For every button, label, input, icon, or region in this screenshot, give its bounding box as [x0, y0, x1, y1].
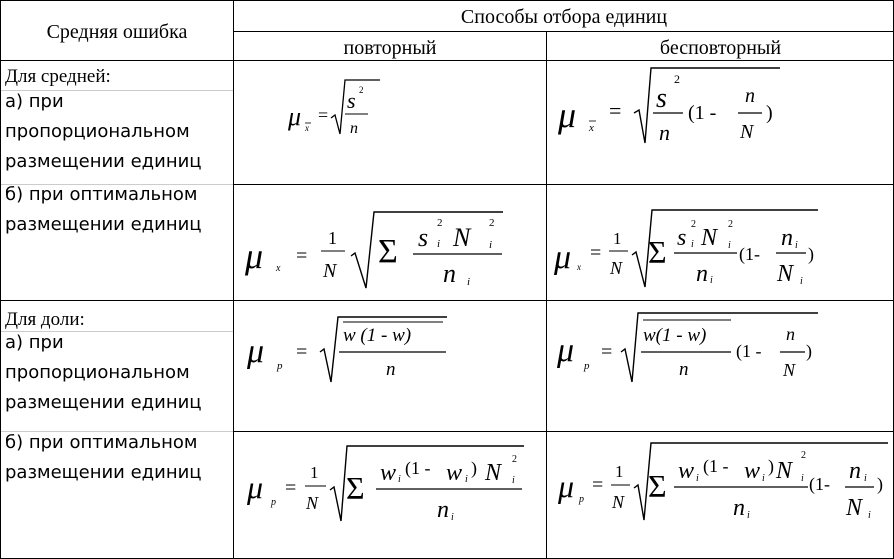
mu-symbol: μ [288, 102, 302, 131]
equals-sign: = [609, 98, 622, 123]
sigma-symbol: Σ [648, 234, 667, 270]
var-N: N [610, 258, 623, 278]
header-repeat: повторный [343, 37, 437, 59]
formula-mean-opt-repeat [244, 212, 503, 288]
label-prop-b-1: б) при оптимальном [5, 432, 198, 453]
header-methods: Способы отбора единиц [460, 6, 668, 28]
var-s: s [656, 83, 667, 114]
label-prop-a-1: а) при [5, 332, 64, 353]
subscript-i: i [710, 275, 713, 286]
subscript-x: x [305, 123, 309, 133]
one-minus: (1 - [736, 341, 762, 361]
var-n: n [849, 458, 861, 484]
var-N: N [453, 223, 471, 252]
label-prop-a-3: размещении единиц [5, 392, 202, 413]
var-N: N [777, 261, 794, 287]
subscript-i: i [800, 276, 803, 287]
formula-mean-prop-nonrepeat [557, 68, 780, 145]
label-mean-a-2: пропорциональном [5, 121, 190, 142]
var-s: s [677, 225, 687, 251]
subscript-i: i [451, 512, 454, 523]
exp-2: 2 [359, 85, 364, 95]
formula-prop-prop-nonrepeat [556, 313, 818, 382]
subscript-i: i [437, 238, 441, 250]
var-N: N [783, 360, 796, 380]
subscript-i: i [398, 474, 401, 485]
var-N: N [740, 121, 754, 143]
label-mean-a-3: размещении единиц [5, 151, 202, 172]
var-n: n [781, 225, 793, 251]
numerator-one: 1 [613, 229, 622, 248]
subscript-i: i [696, 473, 699, 484]
subscript-x: x [276, 263, 281, 274]
var-w: w [744, 458, 761, 484]
exp-2: 2 [512, 454, 517, 465]
subscript-i: i [728, 240, 731, 251]
var-w: w [446, 460, 463, 486]
subscript-i: i [691, 239, 694, 250]
subscript-i: i [868, 510, 871, 521]
equals-sign: = [592, 474, 604, 496]
formula-mean-prop-repeat [287, 80, 380, 137]
subscript-p: p [271, 497, 276, 508]
mu-symbol: μ [247, 469, 264, 505]
var-n: n [786, 324, 795, 344]
subscript-x: x [577, 262, 581, 272]
exp-2: 2 [691, 219, 696, 230]
label-mean-title: Для средней: [5, 66, 111, 87]
mu-symbol: μ [557, 332, 575, 369]
exp-2: 2 [437, 217, 443, 229]
exp-2: 2 [674, 72, 680, 86]
var-w: w [678, 458, 695, 484]
expr-w-one-minus-w: w(1 - w) [643, 325, 707, 346]
one-minus: (1- [809, 474, 830, 494]
var-N: N [323, 260, 337, 282]
var-n: n [733, 495, 745, 521]
subscript-i: i [512, 475, 515, 486]
close-paren: ) [766, 102, 773, 124]
mu-symbol: μ [245, 236, 264, 276]
equals-sign: = [601, 341, 613, 363]
close-paren: ) [806, 341, 812, 361]
var-s: s [347, 88, 356, 113]
subscript-i: i [465, 474, 468, 485]
var-n: n [437, 497, 449, 523]
label-mean-b-1: б) при оптимальном [5, 184, 198, 205]
one-minus: (1- [739, 244, 760, 264]
subscript-i: i [864, 473, 867, 484]
equals-sign: = [318, 105, 329, 125]
header-avg-error: Средняя ошибка [46, 21, 188, 43]
var-n: n [443, 259, 456, 288]
label-mean-b-2: размещении единиц [5, 214, 202, 235]
formula-prop-opt-repeat [246, 446, 524, 523]
close-paren: ) [808, 244, 814, 264]
var-N: N [701, 225, 718, 251]
subscript-p: p [584, 360, 590, 372]
var-N: N [485, 460, 502, 486]
mu-symbol: μ [247, 333, 265, 370]
equals-sign: = [296, 341, 308, 363]
label-prop-a-2: пропорциональном [5, 362, 190, 383]
mu-symbol: μ [558, 468, 575, 504]
exp-2: 2 [801, 450, 806, 461]
subscript-i: i [489, 239, 493, 251]
subscript-x: x [589, 122, 594, 134]
label-mean-a-1: а) при [5, 91, 64, 112]
mu-symbol: μ [558, 95, 577, 135]
formula-prop-opt-nonrepeat [557, 443, 888, 521]
var-N: N [612, 492, 625, 512]
mu-symbol: μ [554, 239, 572, 276]
label-prop-b-2: размещении единиц [5, 462, 202, 483]
label-prop-title: Для доли: [5, 309, 85, 330]
expr-w-one-minus-w: w (1 - w) [343, 325, 412, 346]
var-N: N [306, 493, 319, 513]
var-w: w [380, 460, 397, 486]
var-n: n [386, 359, 396, 380]
exp-2: 2 [489, 217, 495, 229]
sigma-symbol: Σ [346, 470, 365, 506]
var-N: N [776, 458, 793, 484]
w-open: (1 - [405, 458, 431, 478]
equals-sign: = [590, 242, 602, 264]
subscript-i: i [762, 473, 765, 484]
close-paren: ) [877, 474, 883, 494]
header-nonrepeat: бесповторный [659, 37, 782, 59]
subscript-p: p [277, 360, 283, 372]
equals-sign: = [296, 245, 308, 267]
sigma-symbol: Σ [378, 233, 398, 270]
formula-mean-opt-nonrepeat [553, 210, 818, 287]
exp-2: 2 [728, 219, 733, 230]
close-paren: ) [768, 456, 774, 476]
w-open: (1 - [703, 456, 729, 476]
sigma-symbol: Σ [648, 468, 667, 504]
subscript-p: p [579, 494, 584, 505]
subscript-i: i [795, 240, 798, 251]
equals-sign: = [285, 477, 297, 499]
one-minus: (1 - [688, 102, 717, 124]
var-s: s [418, 223, 429, 252]
subscript-i: i [801, 473, 804, 484]
numerator-one: 1 [310, 463, 319, 482]
numerator-one: 1 [615, 462, 624, 481]
subscript-i: i [467, 276, 471, 288]
var-N: N [846, 495, 863, 521]
close-paren: ) [471, 458, 477, 478]
var-n: n [745, 85, 755, 107]
subscript-i: i [747, 510, 750, 521]
numerator-one: 1 [328, 228, 337, 248]
var-n: n [696, 261, 708, 287]
var-n: n [679, 359, 689, 380]
var-n: n [659, 120, 670, 145]
var-n: n [350, 120, 358, 137]
formula-prop-prop-repeat [246, 317, 447, 382]
